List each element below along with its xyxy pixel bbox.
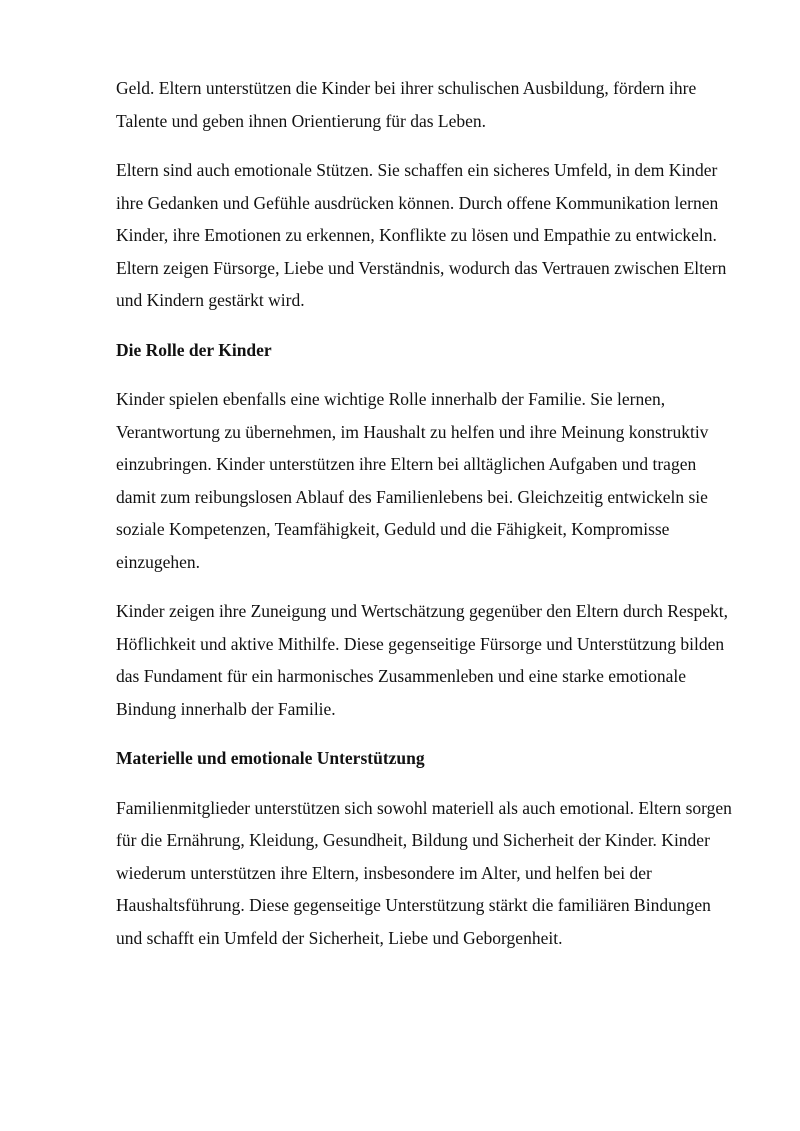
paragraph-eltern-foerderung: Geld. Eltern unterstützen die Kinder bei ihrer schulischen Ausbildung, fördern ihre Talente und geben ihnen Orientierung für das Leben. (116, 78, 697, 131)
heading-unterstuetzung: Materielle und emotionale Unterstützung (116, 748, 425, 768)
heading-rolle-der-kinder: Die Rolle der Kinder (116, 339, 272, 360)
paragraph-eltern-emotional: Eltern sind auch emotionale Stützen. Sie schaffen ein sicheres Umfeld, in dem Kinder ihre Gedanken und Gefühle ausdrücken können. Durch offene Kommunikation lernen Kinder, ihre Emotionen zu erkennen, Konflikte zu lösen und Empathie zu entwickeln. Eltern zeigen Fürsorge, Liebe und Verständnis, wodurch das Vertrauen zwischen Eltern und Kindern gestärkt wird. (116, 160, 727, 310)
paragraph-familien-unterstuetzung: Familienmitglieder unterstützen sich sowohl materiell als auch emotional. Eltern sorgen für die Ernährung, Kleidung, Gesundheit, Bildung und Sicherheit der Kinder. Kinder wiederum unterstützen ihre Eltern, insbesondere im Alter, und helfen bei der Haushaltsführung. Diese gegenseitige Unterstützung stärkt die familiären Bindungen und schafft ein Umfeld der Sicherheit, Liebe und Geborgenheit. (116, 797, 732, 948)
paragraph-kinder-rolle: Kinder spielen ebenfalls eine wichtige Rolle innerhalb der Familie. Sie lernen, Verantwortung zu übernehmen, im Haushalt zu helfen und ihre Meinung konstruktiv einzubringen. Kinder unterstützen ihre Eltern bei alltäglichen Aufgaben und tragen damit zum reibungslosen Ablauf des Familienlebens bei. Gleichzeitig entwickeln sie soziale Kompetenzen, Teamfähigkeit, Geduld und die Fähigkeit, Kompromisse einzugehen. (116, 389, 709, 572)
paragraph-kinder-zuneigung: Kinder zeigen ihre Zuneigung und Wertschätzung gegenüber den Eltern durch Respekt, Höflichkeit und aktive Mithilfe. Diese gegenseitige Fürsorge und Unterstützung bilden das Fundament für ein harmonisches Zusammenleben und eine starke emotionale Bindung innerhalb der Familie. (116, 601, 729, 719)
